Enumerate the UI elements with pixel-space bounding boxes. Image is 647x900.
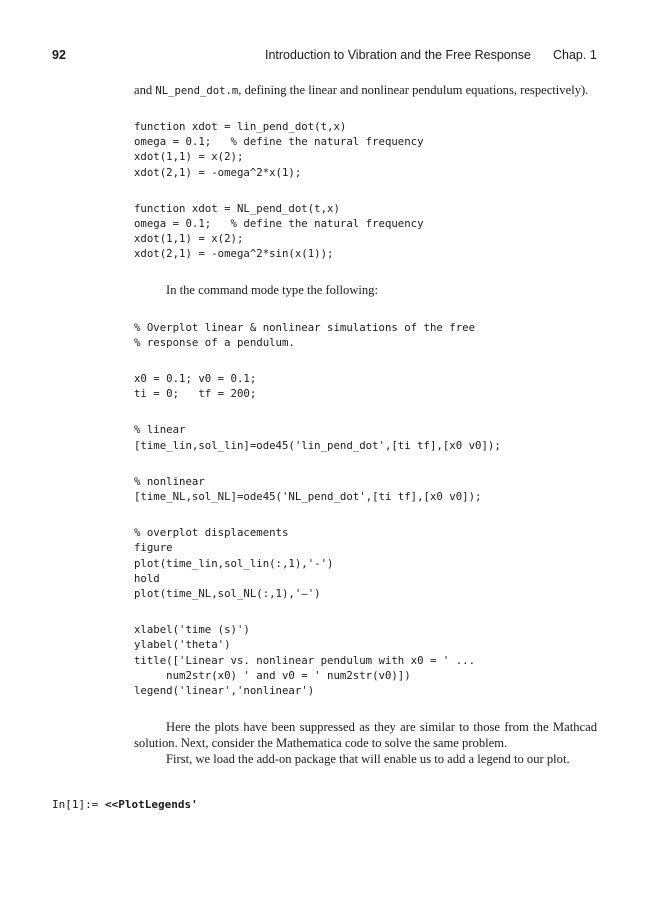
running-title: Introduction to Vibration and the Free Response <box>265 48 531 62</box>
code-initial-conditions: x0 = 0.1; v0 = 0.1; ti = 0; tf = 200; <box>134 372 257 401</box>
page-body <box>134 82 597 767</box>
code-block-lin-pend: function xdot = lin_pend_dot(t,x) omega = 0.1; % define the natural frequency xdot(1,1) = x(2); xdot(2,1) = -omega^2*x(1); <box>134 120 424 179</box>
page-header <box>0 48 647 66</box>
command-mode-text: In the command mode type the following: <box>166 282 378 297</box>
closing-paragraph-2: First, we load the add-on package that will enable us to add a legend to our plot. <box>166 752 570 767</box>
code-overplot: % overplot displacements figure plot(time_lin,sol_lin(:,1),'-') hold plot(time_NL,sol_NL(:,1),'—') <box>134 526 334 601</box>
code-nonlinear-sim: % nonlinear [time_NL,sol_NL]=ode45('NL_pend_dot',[ti tf],[x0 v0]); <box>134 474 482 504</box>
code-block-nl-pend: function xdot = NL_pend_dot(t,x) omega = 0.1; % define the natural frequency xdot(1,1) = x(2); xdot(2,1) = -omega^2*sin(x(1)); <box>134 201 424 261</box>
code-labels: xlabel('time (s)') ylabel('theta') title(['Linear vs. nonlinear pendulum with x0 = ' ... num2str(x0) ' and v0 = ' num2str(v0)]) legend('linear','nonlinear') <box>134 623 476 698</box>
page-number: 92 <box>52 48 66 62</box>
closing-paragraph-1: Here the plots have been suppressed as they are similar to those from the Mathcad solution. Next, consider the Mathematica code to solve the same problem. <box>134 720 597 751</box>
input-command: <<PlotLegends' <box>104 798 198 811</box>
intro-suffix: , defining the linear and nonlinear pendulum equations, respectively). <box>238 83 589 97</box>
input-prompt: In[1]:= <box>52 798 105 811</box>
intro-paragraph <box>134 82 597 99</box>
chapter-label: Chap. 1 <box>553 48 597 62</box>
code-linear-sim: % linear [time_lin,sol_lin]=ode45('lin_pend_dot',[ti tf],[x0 v0]); <box>134 423 501 452</box>
intro-prefix: and <box>134 83 156 97</box>
mathematica-input-line <box>52 798 198 811</box>
intro-filename: NL_pend_dot.m <box>155 85 239 97</box>
code-comment-header: % Overplot linear & nonlinear simulations of the free % response of a pendulum. <box>134 320 476 349</box>
